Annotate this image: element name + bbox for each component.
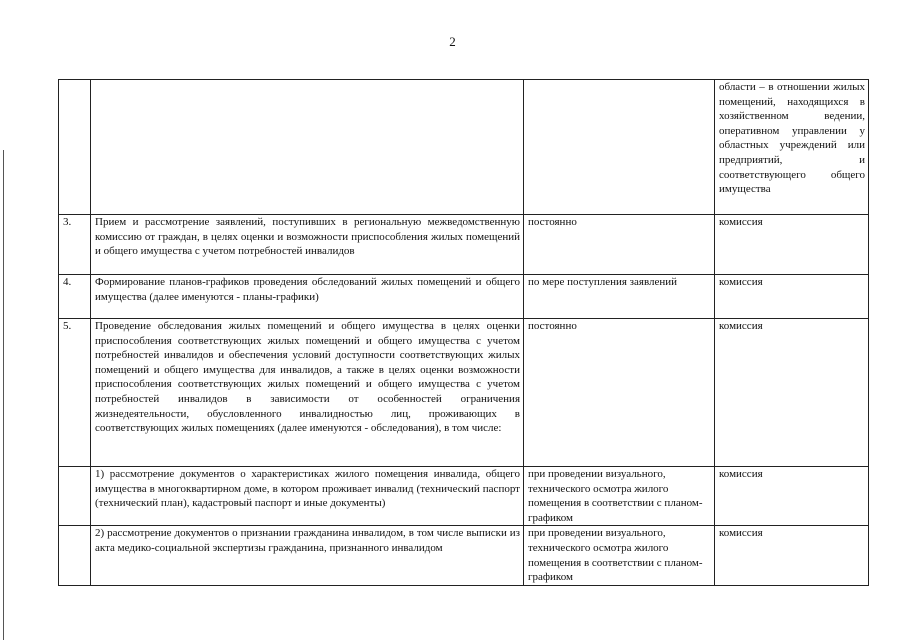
row-number: 5. bbox=[59, 319, 91, 467]
table-row-4 bbox=[59, 275, 869, 319]
deadline-cell: при проведении визуального, технического осмотра жилого помещения в соответствии с планом-графиком bbox=[524, 526, 715, 586]
deadline-cell bbox=[524, 80, 715, 215]
deadline-cell: постоянно bbox=[524, 319, 715, 467]
plan-table bbox=[58, 79, 869, 586]
table-row-5-sub-1 bbox=[59, 467, 869, 526]
executor-cell: комиссия bbox=[715, 215, 869, 275]
page-number: 2 bbox=[449, 34, 456, 49]
deadline-cell: по мере поступления заявлений bbox=[524, 275, 715, 319]
table-row-5 bbox=[59, 319, 869, 467]
table-row-3 bbox=[59, 215, 869, 275]
executor-cell: комиссия bbox=[715, 467, 869, 526]
task-cell: 1) рассмотрение документов о характеристиках жилого помещения инвалида, общего имущества в многоквартирном доме, в котором проживает инвалид (технический паспорт (технический план), кадастровый паспорт и иные документы) bbox=[91, 467, 524, 526]
task-cell: Формирование планов-графиков проведения обследований жилых помещений и общего имущества (далее именуются - планы-графики) bbox=[91, 275, 524, 319]
row-number: 3. bbox=[59, 215, 91, 275]
task-cell: Проведение обследования жилых помещений и общего имущества в целях оценки приспособления соответствующих жилых помещений и общего имущества с учетом потребностей инвалидов и обеспечения условий доступности соответствующих жилых помещений и общего имущества для инвалидов, а также в целях оценки возможности приспособления соответствующих жилых помещений и общего имущества с учетом потребностей инвалидов в зависимости от особенностей ограничения жизнедеятельности, обусловленного инвалидностью лиц, проживающих в соответствующих жилых помещениях (далее именуются - обследования), в том числе: bbox=[91, 319, 524, 467]
executor-cell: области – в отношении жилых помещений, находящихся в хозяйственном ведении, оперативном управлении у областных учреждений или предприятий, и соответствующего общего имущества bbox=[715, 80, 869, 215]
deadline-cell: постоянно bbox=[524, 215, 715, 275]
row-number bbox=[59, 526, 91, 586]
task-cell: 2) рассмотрение документов о признании гражданина инвалидом, в том числе выписки из акта медико-социальной экспертизы гражданина, признанного инвалидом bbox=[91, 526, 524, 586]
executor-cell: комиссия bbox=[715, 319, 869, 467]
scan-edge-line bbox=[3, 150, 4, 640]
table-row-continued bbox=[59, 80, 869, 215]
deadline-cell: при проведении визуального, технического осмотра жилого помещения в соответствии с планом-графиком bbox=[524, 467, 715, 526]
executor-cell: комиссия bbox=[715, 275, 869, 319]
row-number: 4. bbox=[59, 275, 91, 319]
table-row-5-sub-2 bbox=[59, 526, 869, 586]
row-number bbox=[59, 467, 91, 526]
task-cell: Прием и рассмотрение заявлений, поступивших в региональную межведомственную комиссию от граждан, в целях оценки и возможности приспособления жилых помещений и общего имущества с учетом потребностей инвалидов bbox=[91, 215, 524, 275]
task-cell bbox=[91, 80, 524, 215]
row-number bbox=[59, 80, 91, 215]
executor-cell: комиссия bbox=[715, 526, 869, 586]
